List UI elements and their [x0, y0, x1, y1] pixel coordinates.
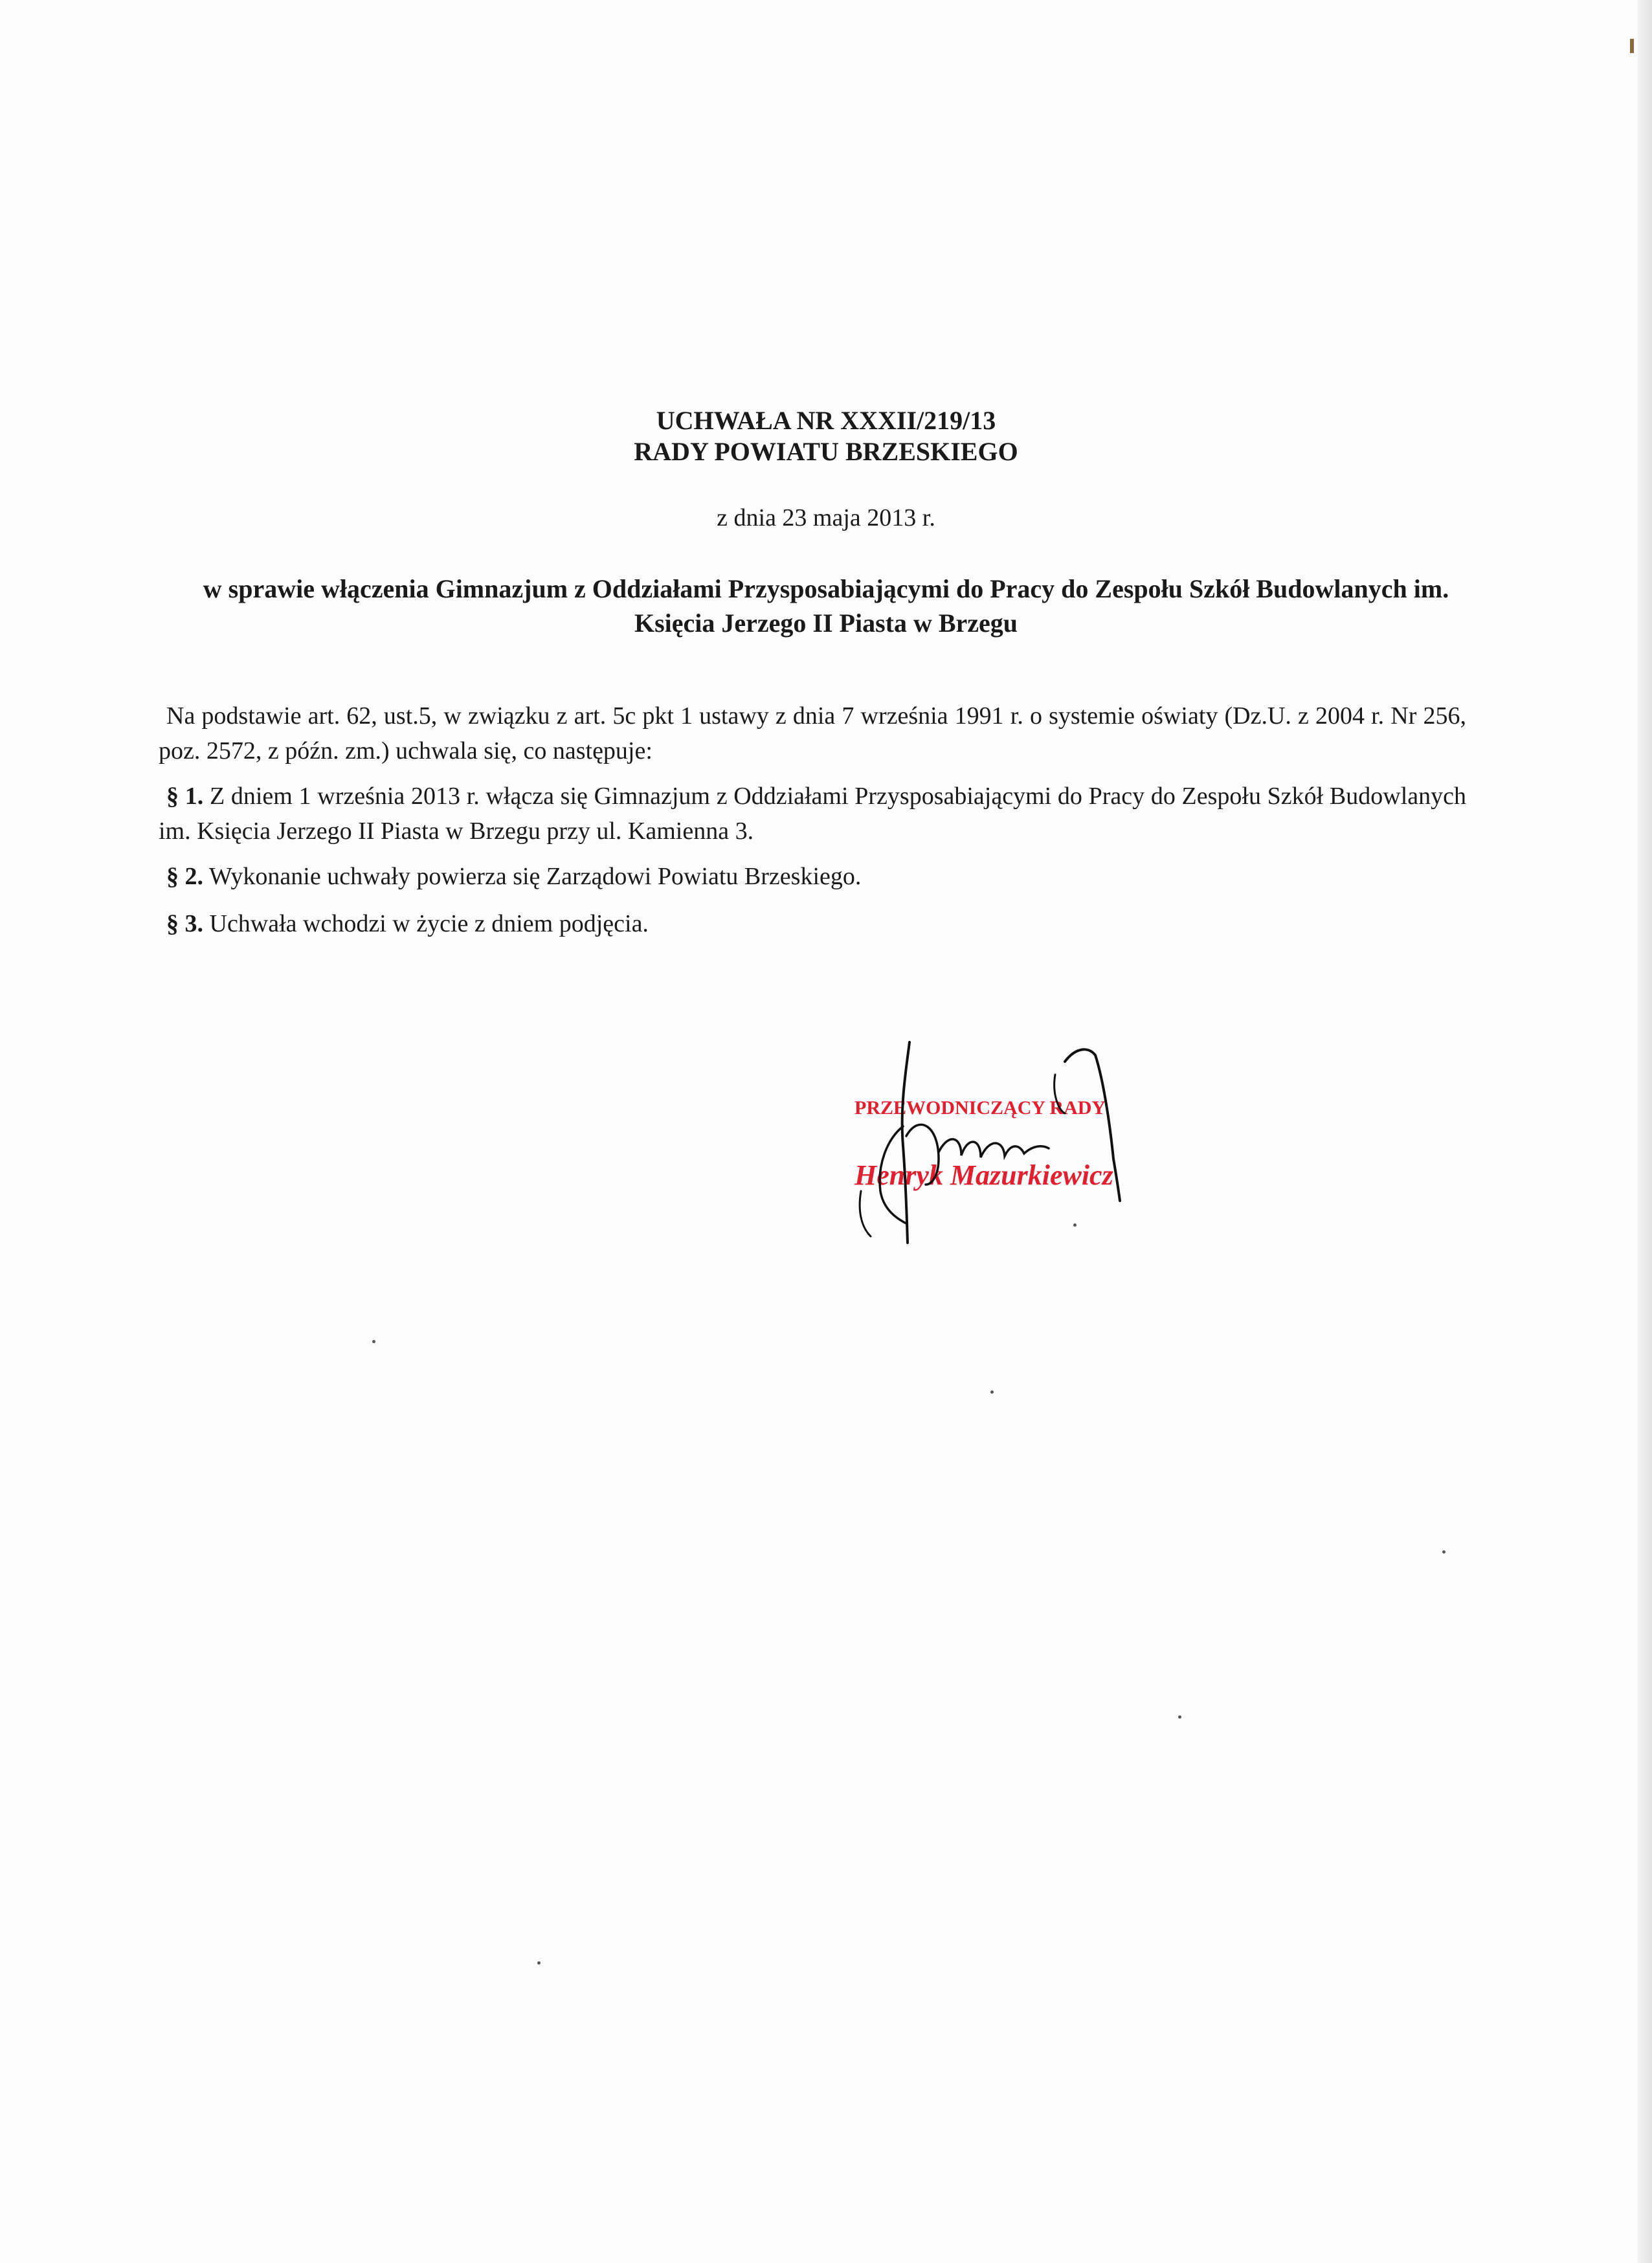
resolution-date: z dnia 23 maja 2013 r. [717, 504, 935, 531]
paragraph-label: § 1. [166, 783, 204, 810]
paragraph-text: Wykonanie uchwały powierza się Zarządowi Powiatu Brzeskiego. [208, 863, 862, 890]
signature-stamp-name: Henryk Mazurkiewicz [854, 1159, 1113, 1191]
signature-stamp-title: PRZEWODNICZĄCY RADY [854, 1097, 1106, 1119]
paragraph-label: § 3. [166, 910, 203, 937]
signature-block [842, 1029, 1178, 1249]
paragraph-text: Z dniem 1 września 2013 r. włącza się Gimnazjum z Oddziałami Przysposabiającymi do Pracy do Zespołu Szkół Budowlanych im. Księcia Jerzego II Piasta w Brzegu przy ul. Kamienna 3. [159, 783, 1467, 845]
paragraph-2 [159, 859, 1466, 894]
scan-speck [990, 1390, 994, 1394]
resolution-number: UCHWAŁA NR XXXII/219/13 [656, 406, 996, 435]
scan-edge-mark [1630, 39, 1634, 53]
scan-speck [1442, 1550, 1446, 1554]
paragraph-1 [159, 779, 1466, 849]
resolution-subject: w sprawie włączenia Gimnazjum z Oddziałami Przysposabiającymi do Pracy do Zespołu Szkół Budowlanych im. Księcia Jerzego II Piasta w Brzegu [203, 574, 1449, 638]
scan-speck [372, 1340, 375, 1343]
paragraph-3 [159, 906, 1466, 941]
scan-speck [1178, 1715, 1181, 1719]
paragraph-label: § 2. [166, 863, 203, 890]
paragraph-text: Uchwała wchodzi w życie z dniem podjęcia. [209, 910, 649, 937]
scan-edge [1638, 0, 1652, 2263]
preamble: Na podstawie art. 62, ust.5, w związku z art. 5c pkt 1 ustawy z dnia 7 września 1991 r. o systemie oświaty (Dz.U. z 2004 r. Nr 256, poz. 2572, z późn. zm.) uchwala się, co następuje: [159, 702, 1466, 764]
council-name: RADY POWIATU BRZESKIEGO [634, 437, 1018, 466]
handwritten-signature-icon [842, 1029, 1178, 1249]
scan-speck [537, 1961, 541, 1965]
